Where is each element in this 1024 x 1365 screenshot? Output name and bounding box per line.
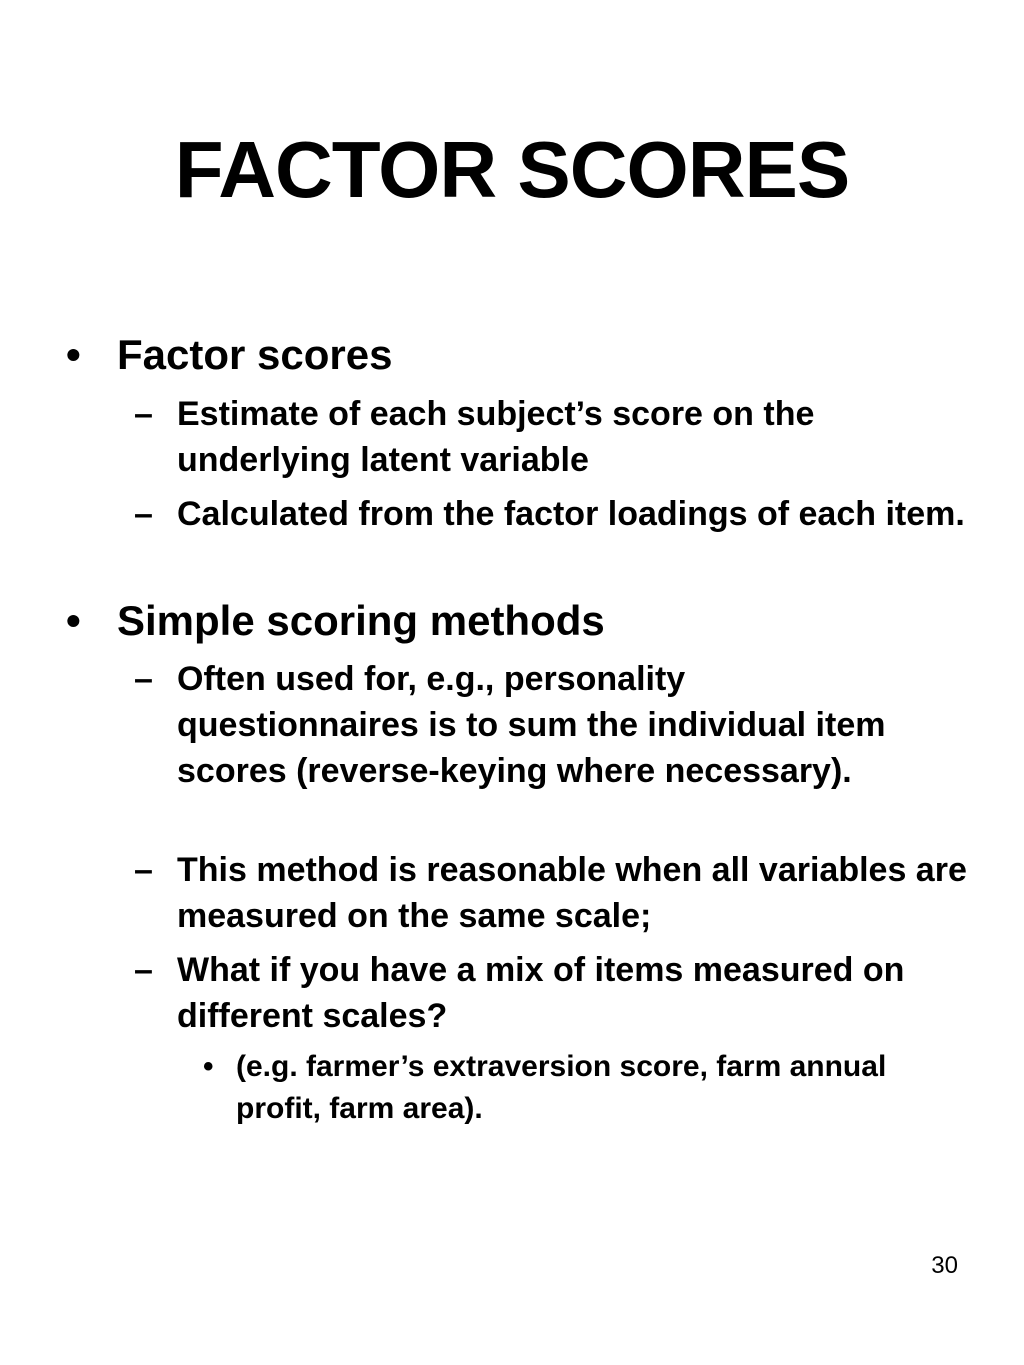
dash-marker: – [134, 660, 153, 698]
bullet-simple-scoring: Simple scoring methods [117, 597, 605, 644]
dash-marker: – [134, 495, 153, 533]
dash-marker: – [134, 851, 153, 889]
sub-bullet-often-used: Often used for, e.g., personality questionnaires is to sum the individual item scores (reverse-keying where necessary). [177, 660, 886, 790]
page-number: 30 [931, 1252, 958, 1279]
bullet-marker: • [66, 331, 81, 378]
slide-title: FACTOR SCORES [174, 125, 850, 214]
bullet-marker: • [66, 597, 81, 644]
sub-bullet-estimate: Estimate of each subject’s score on the underlying latent variable [177, 395, 815, 479]
sub-bullet-reasonable: This method is reasonable when all variables are measured on the same scale; [177, 851, 967, 935]
sub-bullet-what-if: What if you have a mix of items measured on different scales? [177, 951, 905, 1035]
sub-sub-bullet-marker: • [203, 1050, 214, 1083]
sub-bullet-calculated: Calculated from the factor loadings of each item. [177, 495, 965, 533]
dash-marker: – [134, 951, 153, 989]
dash-marker: – [134, 395, 153, 433]
sub-sub-bullet-example: (e.g. farmer’s extraversion score, farm annual profit, farm area). [236, 1050, 887, 1125]
bullet-factor-scores: Factor scores [117, 331, 393, 378]
